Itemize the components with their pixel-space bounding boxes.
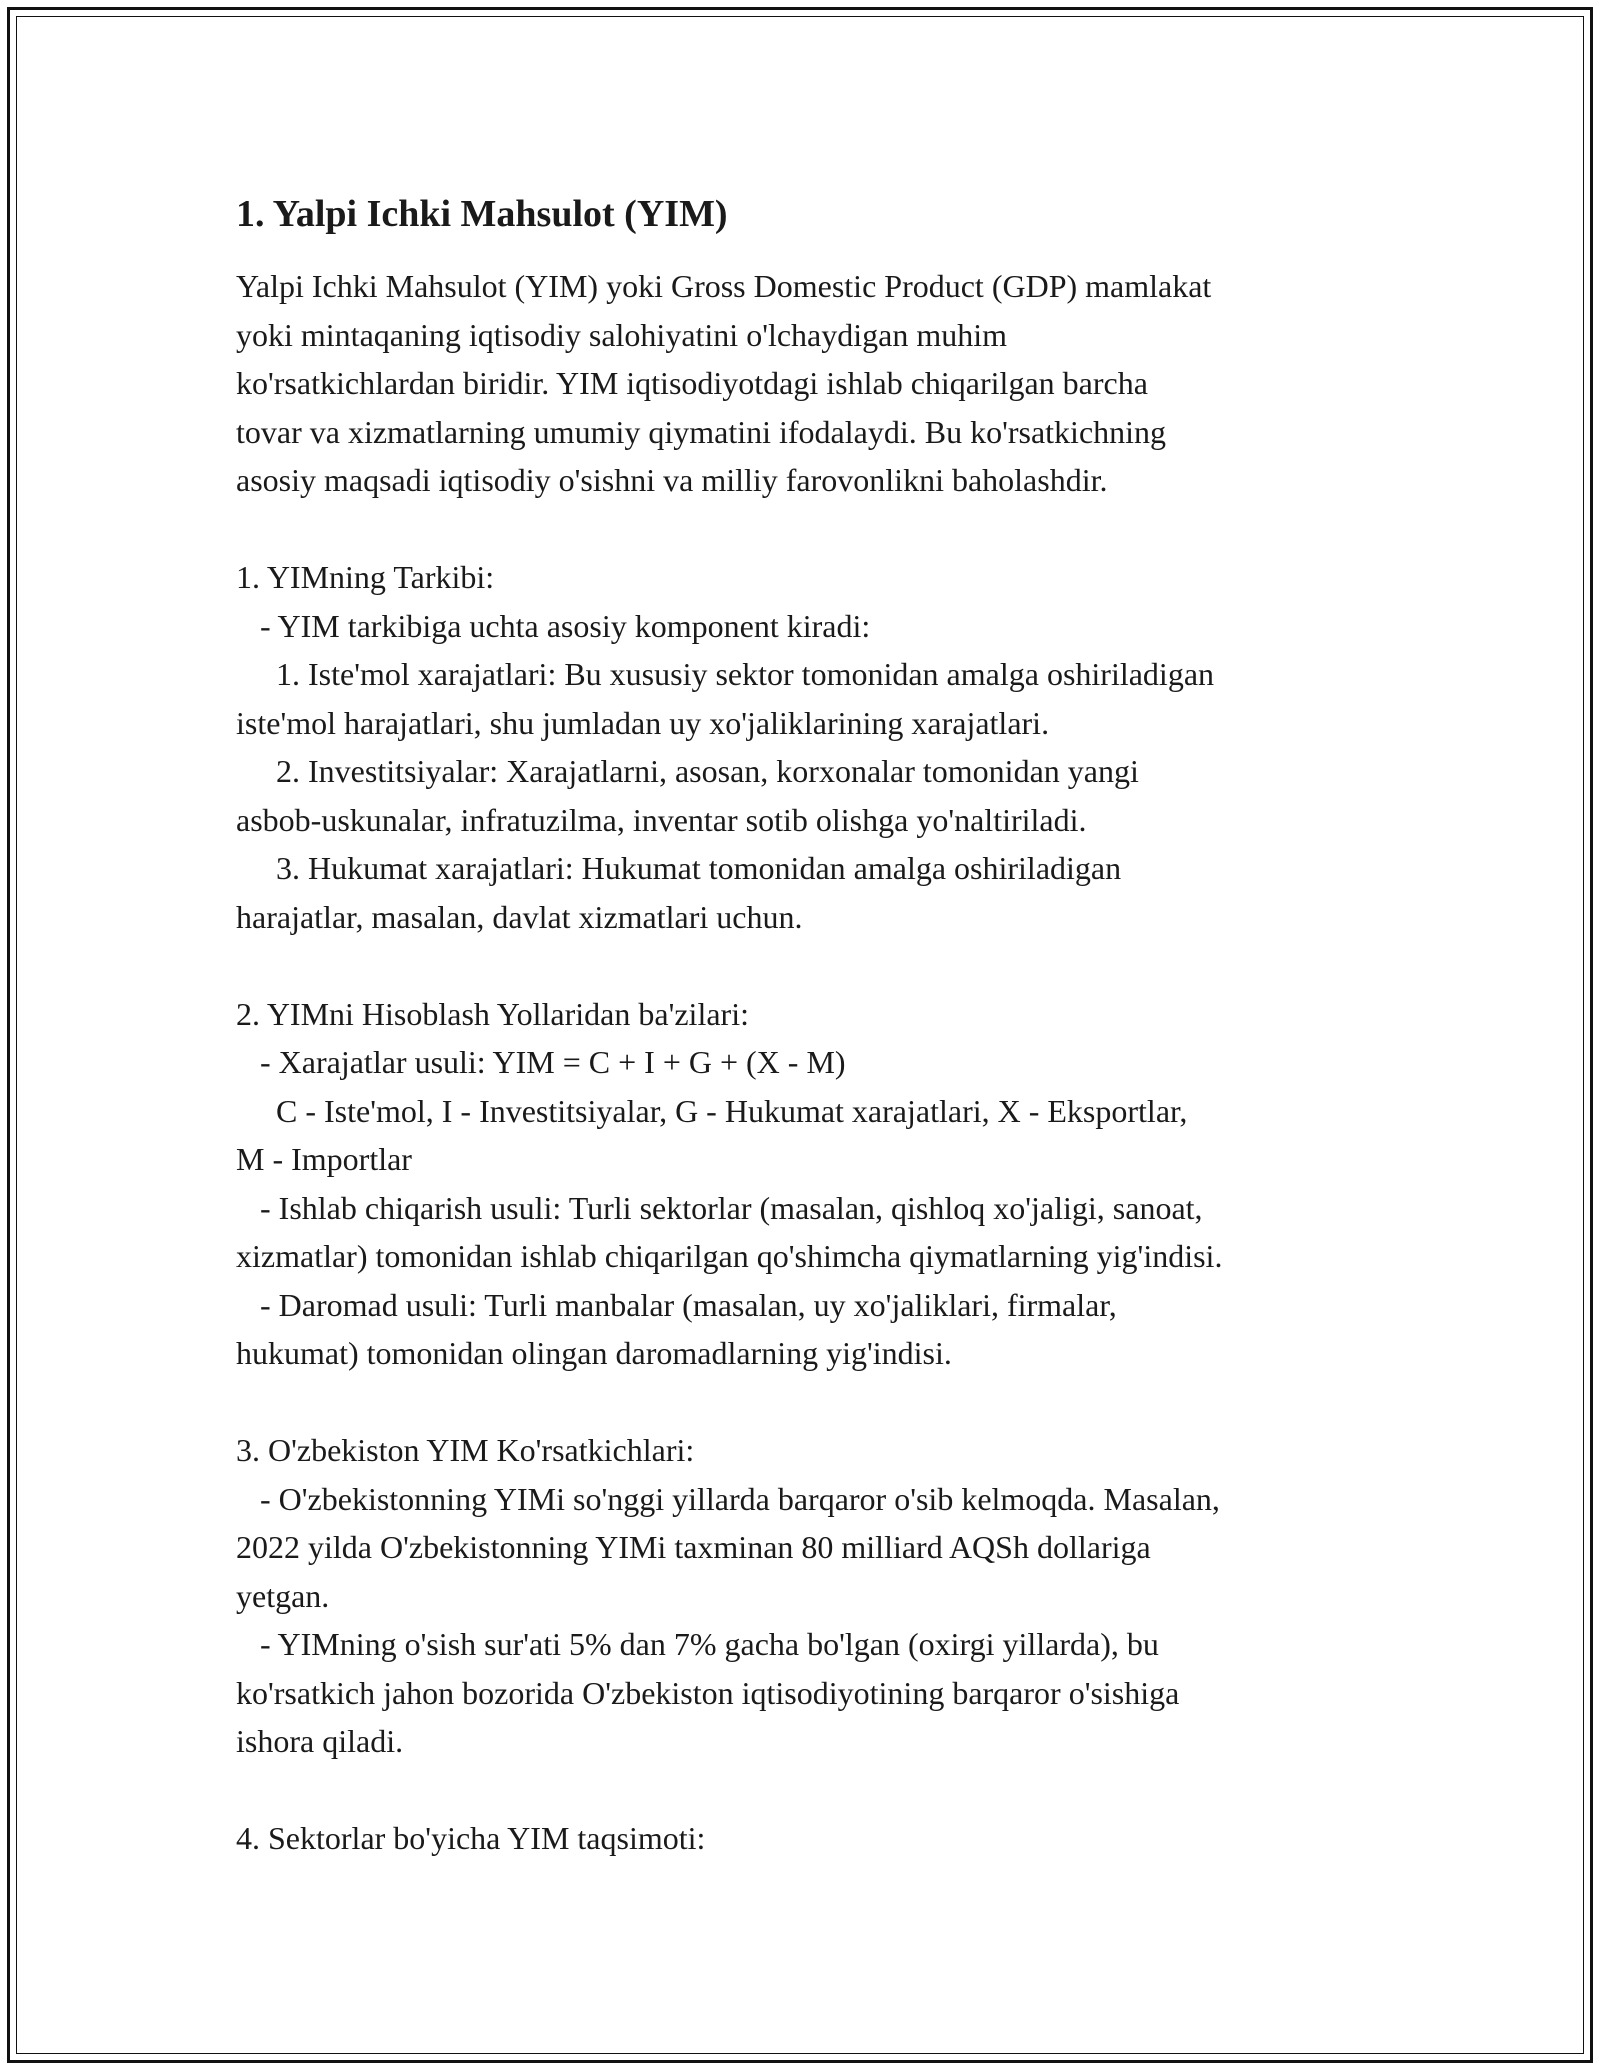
section-line: asbob-uskunalar, infratuzilma, inventar sotib olishga yo'naltiriladi. [236,801,1087,838]
section-line: - Daromad usuli: Turli manbalar (masalan, uy xo'jaliklari, firmalar, [236,1286,1117,1323]
section-line: harajatlar, masalan, davlat xizmatlari uchun. [236,898,803,935]
intro-line: yoki mintaqaning iqtisodiy salohiyatini o'lchaydigan muhim [236,316,1008,353]
document-body [236,186,1376,1863]
section-line: 1. Iste'mol xarajatlari: Bu xususiy sektor tomonidan amalga oshiriladigan [236,656,1215,692]
intro-line: asosiy maqsadi iqtisodiy o'sishni va milliy farovonlikni baholashdir. [236,462,1108,498]
section-line: iste'mol harajatlari, shu jumladan uy xo'jaliklarining xarajatlari. [236,704,1050,741]
section-line: - YIMning o'sish sur'ati 5% dan 7% gacha bo'lgan (oxirgi yillarda), bu [236,1626,1159,1662]
section-heading-composition: 1. YIMning Tarkibi: [236,559,495,595]
section-heading-sectors: 4. Sektorlar bo'yicha YIM taqsimoti: [236,1820,706,1856]
section-line: - Ishlab chiqarish usuli: Turli sektorlar (masalan, qishloq xo'jaligi, sanoat, [236,1189,1203,1226]
section-line: - O'zbekistonning YIMi so'nggi yillarda barqaror o'sib kelmoqda. Masalan, [236,1480,1220,1517]
section-line: xizmatlar) tomonidan ishlab chiqarilgan qo'shimcha qiymatlarning yig'indisi. [236,1238,1223,1274]
intro-line: tovar va xizmatlarning umumiy qiymatini ifodalaydi. Bu ko'rsatkichning [236,413,1167,450]
document-title: 1. Yalpi Ichki Mahsulot (YIM) [236,193,728,235]
section-heading-uzbekistan: 3. O'zbekiston YIM Ko'rsatkichlari: [236,1432,695,1468]
section-line: 3. Hukumat xarajatlari: Hukumat tomonidan amalga oshiriladigan [236,850,1122,886]
intro-line: Yalpi Ichki Mahsulot (YIM) yoki Gross Domestic Product (GDP) mamlakat [236,268,1212,304]
section-line: M - Importlar [236,1141,412,1177]
section-line: yetgan. [236,1577,330,1614]
section-line: hukumat) tomonidan olingan daromadlarning yig'indisi. [236,1335,952,1371]
section-line: 2. Investitsiyalar: Xarajatlarni, asosan, korxonalar tomonidan yangi [236,753,1139,789]
section-line: ko'rsatkich jahon bozorida O'zbekiston iqtisodiyotining barqaror o'sishiga [236,1674,1180,1711]
section-line: C - Iste'mol, I - Investitsiyalar, G - Hukumat xarajatlari, X - Eksportlar, [236,1092,1188,1129]
intro-paragraph [236,262,1376,1863]
section-heading-calculation: 2. YIMni Hisoblash Yollaridan ba'zilari: [236,995,749,1032]
section-line: - YIM tarkibiga uchta asosiy komponent kiradi: [236,607,871,644]
section-line: - Xarajatlar usuli: YIM = C + I + G + (X - M) [236,1044,846,1080]
intro-line: ko'rsatkichlardan biridir. YIM iqtisodiyotdagi ishlab chiqarilgan barcha [236,365,1148,401]
section-line: ishora qiladi. [236,1723,404,1759]
section-line: 2022 yilda O'zbekistonning YIMi taxminan 80 milliard AQSh dollariga [236,1529,1151,1565]
